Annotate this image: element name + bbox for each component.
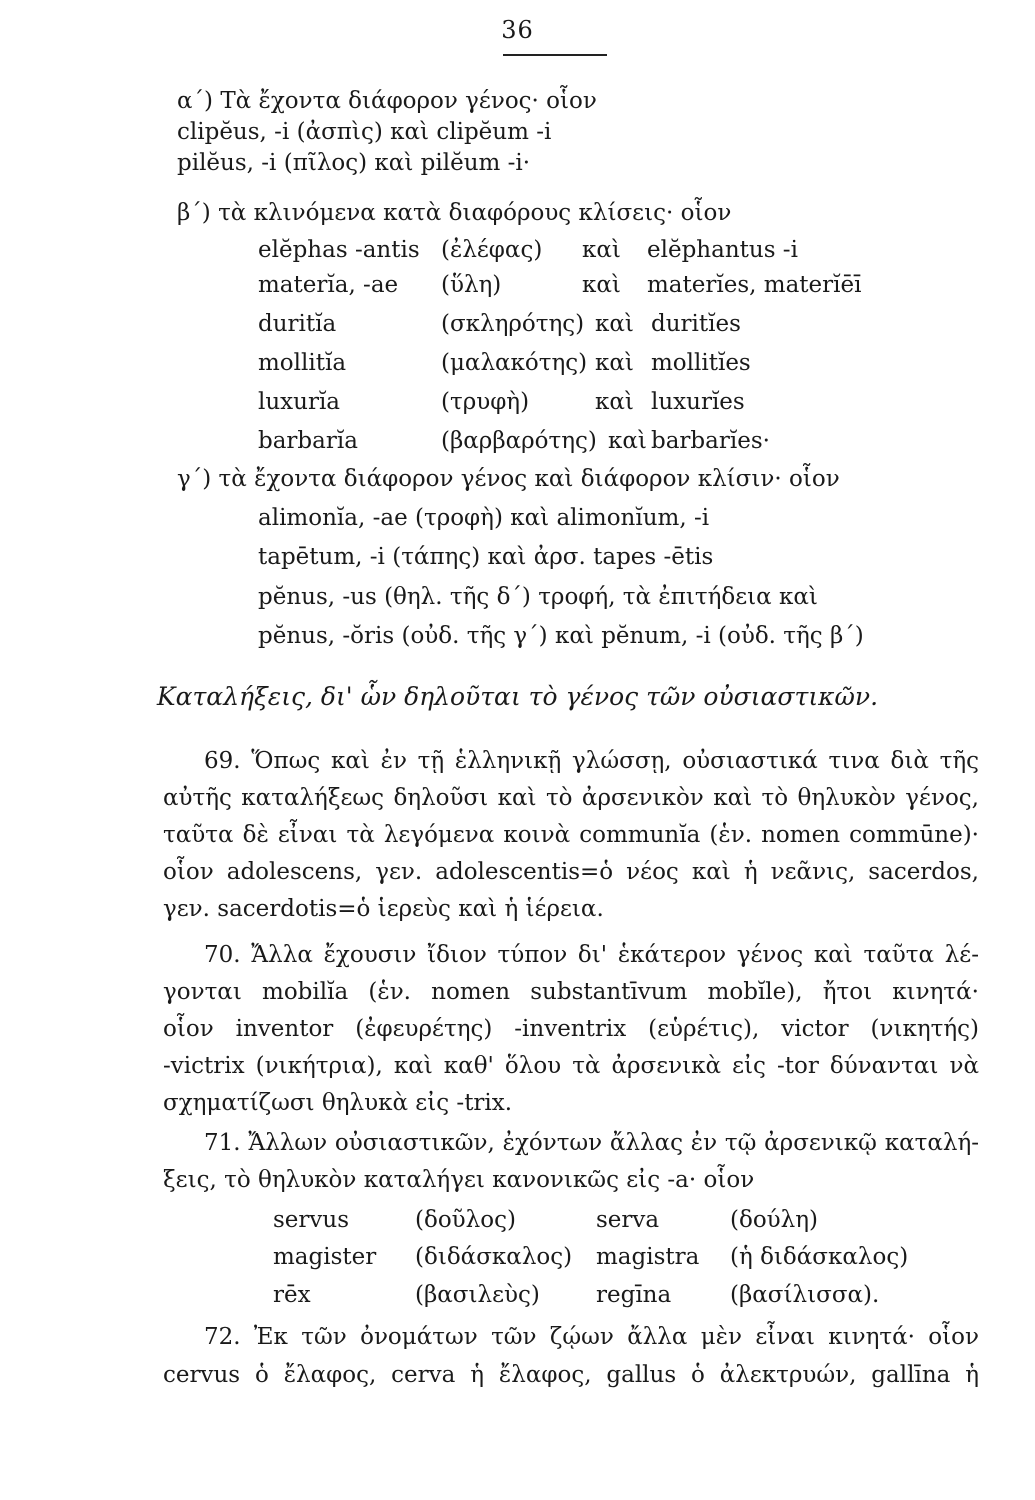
list-c-line: pĕnus, -us (θηλ. τῆς δ΄) τροφή, τὰ ἐπιτήδεια καὶ bbox=[258, 584, 818, 610]
conjunction: καὶ bbox=[595, 350, 634, 376]
feminine-gloss: (δούλη) bbox=[730, 1207, 818, 1233]
paragraph-70-line: 70. Ἄλλα ἔχουσιν ἴδιον τύπον δι' ἑκάτερον γένος καὶ ταῦτα λέ- bbox=[204, 942, 979, 968]
list-a-line: pilĕus, -i (πῖλος) καὶ pilĕum -i· bbox=[177, 150, 531, 176]
feminine-form: regīna bbox=[596, 1282, 672, 1308]
masculine-form: servus bbox=[273, 1207, 350, 1233]
conjunction: καὶ bbox=[582, 237, 621, 263]
paragraph-69-line: αὐτῆς καταλήξεως δηλοῦσι καὶ τὸ ἀρσενικὸν καὶ τὸ θηλυκὸν γένος, bbox=[163, 785, 979, 811]
paragraph-70-line: -victrix (νικήτρια), καὶ καθ' ὅλου τὰ ἀρσενικὰ εἰς -tor δύνανται νὰ bbox=[163, 1053, 979, 1079]
paragraph-72-line: 72. Ἐκ τῶν ὀνομάτων τῶν ζῴων ἄλλα μὲν εἶναι κινητά· οἷον bbox=[204, 1324, 979, 1350]
paragraph-69-line: 69. Ὅπως καὶ ἐν τῇ ἑλληνικῇ γλώσσῃ, οὐσιαστικά τινα διὰ τῆς bbox=[204, 748, 979, 774]
feminine-gloss: (ἡ διδάσκαλος) bbox=[730, 1244, 909, 1270]
paragraph-71-line: ξεις, τὸ θηλυκὸν καταλήγει κανονικῶς εἰς -a· οἷον bbox=[163, 1167, 755, 1193]
greek-gloss: (τρυφὴ) bbox=[441, 389, 530, 415]
list-c-intro: γ΄) τὰ ἔχοντα διάφορον γένος καὶ διάφορον κλίσιν· οἷον bbox=[177, 466, 840, 492]
alt-form: mollitĭes bbox=[651, 350, 751, 376]
paragraph-69-line: γεν. sacerdotis=ὁ ἱερεὺς καὶ ἡ ἱέρεια. bbox=[163, 896, 604, 922]
paragraph-70-line: σχηματίζωσι θηλυκὰ εἰς -trix. bbox=[163, 1090, 513, 1116]
feminine-form: magistra bbox=[596, 1244, 700, 1270]
alt-form: materĭes, materĭēī bbox=[647, 272, 862, 298]
alt-form: barbarĭes· bbox=[651, 428, 770, 454]
paragraph-69-line: οἷον adolescens, γεν. adolescentis=ὁ νέος καὶ ἡ νεᾶνις, sacerdos, bbox=[163, 859, 979, 885]
masculine-gloss: (βασιλεὺς) bbox=[415, 1282, 540, 1308]
greek-gloss: (ὕλη) bbox=[441, 272, 502, 298]
latin-word: materĭa, -ae bbox=[258, 272, 399, 298]
greek-gloss: (μαλακότης) bbox=[441, 350, 588, 376]
paragraph-70-line: γονται mobilĭa (ἑν. nomen substantīvum mobĭle), ἤτοι κινητά· bbox=[163, 979, 979, 1005]
feminine-form: serva bbox=[596, 1207, 660, 1233]
conjunction: καὶ bbox=[595, 311, 634, 337]
header-rule bbox=[503, 54, 607, 56]
list-a-line: clipĕus, -i (ἀσπὶς) καὶ clipĕum -i bbox=[177, 119, 552, 145]
alt-form: duritĭes bbox=[651, 311, 741, 337]
list-b-intro: β΄) τὰ κλινόμενα κατὰ διαφόρους κλίσεις· οἷον bbox=[177, 200, 732, 226]
latin-word: luxurĭa bbox=[258, 389, 341, 415]
latin-word: barbarĭa bbox=[258, 428, 358, 454]
greek-gloss: (βαρβαρότης) bbox=[441, 428, 597, 454]
latin-word: elĕphas -antis bbox=[258, 237, 420, 263]
alt-form: luxurĭes bbox=[651, 389, 745, 415]
page-number: 36 bbox=[501, 16, 534, 44]
conjunction: καὶ bbox=[595, 389, 634, 415]
section-heading: Καταλήξεις, δι' ὧν δηλοῦται τὸ γένος τῶν οὐσιαστικῶν. bbox=[156, 682, 879, 711]
list-c-line: pĕnus, -ŏris (οὐδ. τῆς γ΄) καὶ pĕnum, -i (οὐδ. τῆς β΄) bbox=[258, 623, 864, 649]
latin-word: duritĭa bbox=[258, 311, 337, 337]
feminine-gloss: (βασίλισσα). bbox=[730, 1282, 880, 1308]
paragraph-70-line: οἷον inventor (ἐφευρέτης) -inventrix (εὑρέτις), victor (νικητής) bbox=[163, 1016, 979, 1042]
conjunction: καὶ bbox=[608, 428, 647, 454]
greek-gloss: (ἐλέφας) bbox=[441, 237, 543, 263]
list-c-line: alimonĭa, -ae (τροφὴ) καὶ alimonĭum, -i bbox=[258, 505, 710, 531]
paragraph-72-line: cervus ὁ ἔλαφος, cerva ἡ ἔλαφος, gallus ὁ ἀλεκτρυών, gallīna ἡ bbox=[163, 1362, 979, 1388]
greek-gloss: (σκληρότης) bbox=[441, 311, 585, 337]
masculine-gloss: (δοῦλος) bbox=[415, 1207, 516, 1233]
list-a-intro: α΄) Τὰ ἔχοντα διάφορον γένος· οἷον bbox=[177, 88, 597, 114]
conjunction: καὶ bbox=[582, 272, 621, 298]
paragraph-69-line: ταῦτα δὲ εἶναι τὰ λεγόμενα κοινὰ communĭa (ἑν. nomen commūne)· bbox=[163, 822, 979, 848]
list-c-line: tapētum, -i (τάπης) καὶ ἀρσ. tapes -ētis bbox=[258, 544, 714, 570]
latin-word: mollitĭa bbox=[258, 350, 347, 376]
masculine-form: rēx bbox=[273, 1282, 311, 1308]
paragraph-71-line: 71. Ἄλλων οὐσιαστικῶν, ἐχόντων ἄλλας ἐν τῷ ἀρσενικῷ καταλή- bbox=[204, 1130, 979, 1156]
masculine-form: magister bbox=[273, 1244, 377, 1270]
masculine-gloss: (διδάσκαλος) bbox=[415, 1244, 573, 1270]
alt-form: elĕphantus -i bbox=[647, 237, 798, 263]
